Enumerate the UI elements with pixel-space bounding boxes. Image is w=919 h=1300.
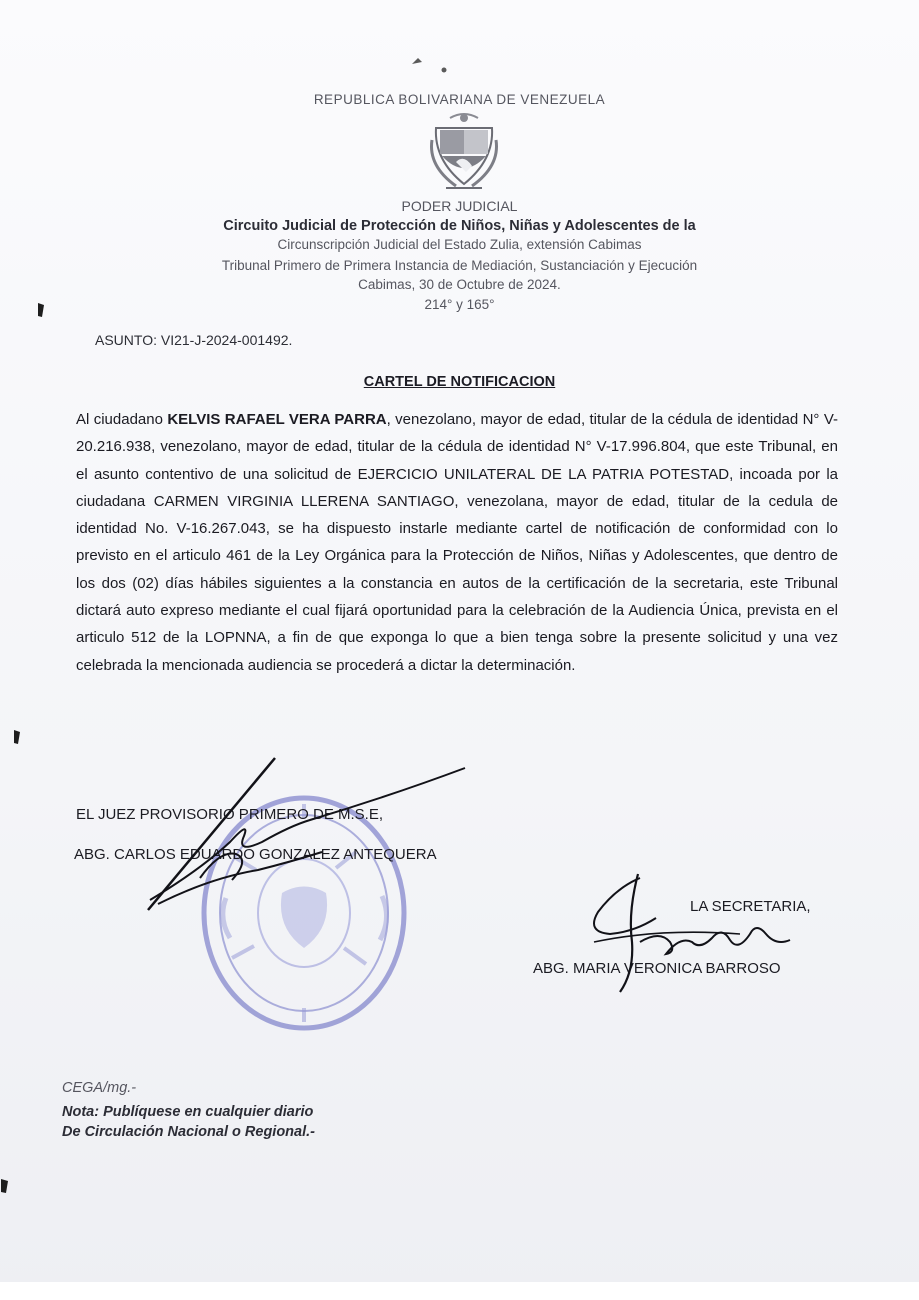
secretary-title: LA SECRETARIA, bbox=[690, 898, 811, 915]
republic-heading: REPUBLICA BOLIVARIANA DE VENEZUELA bbox=[313, 92, 606, 107]
publication-note bbox=[62, 1102, 315, 1142]
document-title: CARTEL DE NOTIFICACION bbox=[363, 374, 556, 390]
note-line: De Circulación Nacional o Regional.- bbox=[62, 1124, 315, 1140]
years-line: 214° y 165° bbox=[424, 297, 495, 312]
secretary-signature bbox=[580, 872, 810, 1002]
margin-mark-icon bbox=[0, 1178, 10, 1194]
ink-speck-icon bbox=[408, 52, 448, 76]
margin-mark-icon bbox=[12, 729, 22, 745]
initials: CEGA/mg.- bbox=[62, 1080, 137, 1096]
document-date: Cabimas, 30 de Octubre de 2024. bbox=[358, 277, 561, 292]
judge-signature bbox=[140, 750, 470, 920]
judge-name: ABG. CARLOS EDUARDO GONZALEZ ANTEQUERA bbox=[74, 846, 437, 863]
jurisdiction-heading: Circunscripción Judicial del Estado Zulia, extensión Cabimas bbox=[277, 237, 642, 252]
branch-heading: PODER JUDICIAL bbox=[401, 198, 518, 214]
body-prefix: Al ciudadano bbox=[76, 411, 168, 428]
margin-mark-icon bbox=[36, 302, 46, 318]
circuit-heading: Circuito Judicial de Protección de Niños, Niñas y Adolescentes de la bbox=[223, 218, 696, 234]
judge-title: EL JUEZ PROVISORIO PRIMERO DE M.S.E, bbox=[76, 806, 383, 823]
coat-of-arms-icon bbox=[426, 110, 502, 192]
note-line: Nota: Publíquese en cualquier diario bbox=[62, 1104, 314, 1120]
tribunal-heading: Tribunal Primero de Primera Instancia de Mediación, Sustanciación y Ejecución bbox=[221, 258, 698, 273]
case-number: ASUNTO: VI21-J-2024-001492. bbox=[95, 332, 293, 348]
citizen-name: KELVIS RAFAEL VERA PARRA bbox=[167, 411, 387, 428]
notification-body bbox=[76, 406, 838, 679]
body-text: , venezolano, mayor de edad, titular de la cédula de identidad N° V-20.216.938, venezolano, mayor de edad, titular de la cédula de identidad N° V-17.996.804, que este Tribunal, en el asunto contentivo de una solicitud de EJERCICIO UNILATERAL DE LA PATRIA POTESTAD, incoada por la ciudadana CARMEN VIRGINIA LLERENA SANTIAGO, venezolana, mayor de edad, titular de la cedula de identidad No. V-16.267.043, se ha dispuesto instarle mediante cartel de notificación de conformidad con lo previsto en el articulo 461 de la Ley Orgánica para la Protección de Niños, Niñas y Adolescentes, que dentro de los dos (02) días hábiles siguientes a la constancia en autos de la certificación de la secretaria, este Tribunal dictará auto expreso mediante el cual fijará oportunidad para la celebración de la Audiencia Única, prevista en el articulo 512 de la LOPNNA, a fin de que exponga lo que a bien tenga sobre la presente solicitud y una vez celebrada la mencionada audiencia se procederá a dictar la determinación. bbox=[76, 411, 838, 674]
secretary-name: ABG. MARIA VERONICA BARROSO bbox=[533, 960, 781, 977]
page-bottom-margin bbox=[0, 1282, 919, 1300]
